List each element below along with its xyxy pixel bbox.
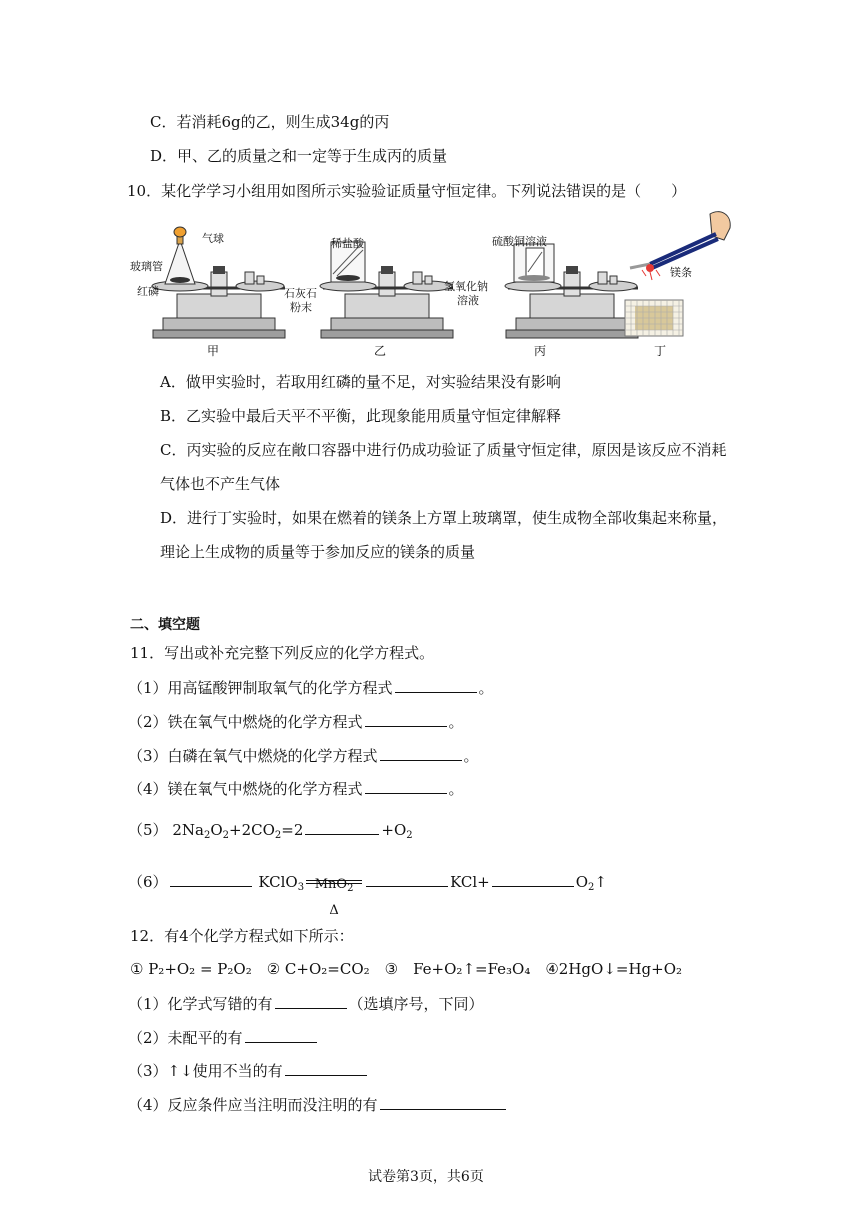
answer-blank[interactable]: [170, 870, 252, 887]
answer-blank[interactable]: [285, 1059, 367, 1076]
subscript: 2: [222, 830, 230, 841]
q9-option-d: D．甲、乙的质量之和一定等于生成丙的质量: [150, 147, 448, 165]
page-footer: 试卷第3页，共6页: [368, 1169, 484, 1185]
q12-part-4: [128, 1093, 508, 1115]
bing-naoh-label-2: 溶液: [457, 294, 479, 307]
q12-part-4-text: （4）反应条件应当注明而没注明的有: [128, 1096, 378, 1114]
jia-caption: 甲: [207, 344, 220, 358]
jia-red-phosphorus-label: 红磷: [137, 285, 159, 298]
jia-balloon-label: 气球: [202, 232, 224, 245]
answer-blank[interactable]: [245, 1026, 317, 1043]
q11-part-4-text: （4）镁在氧气中燃烧的化学方程式: [128, 780, 363, 798]
bing-cuso4-label: 硫酸铜溶液: [492, 235, 547, 248]
q10-option-d-line1: D．进行丁实验时，如果在燃着的镁条上方罩上玻璃罩，使生成物全部收集起来称量，: [160, 509, 728, 527]
subscript: 2: [203, 830, 211, 841]
subscript: 3: [297, 882, 305, 893]
yi-caption: 乙: [374, 344, 387, 358]
formula-text: O: [575, 873, 589, 891]
instruction-note: （选填序号，下同）: [348, 995, 484, 1013]
section-title: 二、填空题: [130, 617, 200, 633]
q12-part-2-text: （2）未配平的有: [128, 1029, 243, 1047]
answer-blank[interactable]: [366, 870, 448, 887]
q12-part-1-text: （1）化学式写错的有: [128, 995, 273, 1013]
q11-part-2-text: （2）铁在氧气中燃烧的化学方程式: [128, 713, 363, 731]
answer-blank[interactable]: [380, 1093, 506, 1110]
subscript: 2: [274, 830, 282, 841]
period: 。: [448, 713, 464, 731]
answer-blank[interactable]: [365, 710, 447, 727]
q12-stem: 12．有4个化学方程式如下所示：: [130, 927, 354, 945]
ding-magnesium-label: 镁条: [670, 266, 692, 279]
bing-caption: 丙: [534, 344, 547, 358]
q11-part-3: [128, 744, 479, 766]
formula-text: KCl+: [450, 873, 490, 891]
q12-part-1: [128, 992, 484, 1014]
period: 。: [448, 780, 464, 798]
bing-naoh-label-1: 氢氧化钠: [444, 280, 488, 293]
part-number: （5）: [128, 821, 168, 839]
formula-text: O: [210, 821, 223, 839]
period: 。: [463, 747, 479, 765]
q11-stem: 11．写出或补充完整下列反应的化学方程式。: [130, 644, 435, 662]
yi-limestone-label-2: 粉末: [290, 301, 312, 314]
formula-text: +O: [381, 821, 407, 839]
q10-stem: 10．某化学学习小组用如图所示实验验证质量守恒定律。下列说法错误的是（ ）: [127, 182, 687, 200]
q10-option-b: B．乙实验中最后天平不平衡，此现象能用质量守恒定律解释: [160, 407, 562, 425]
answer-blank[interactable]: [492, 870, 574, 887]
balance-yi-illustration: [293, 222, 463, 340]
q9-option-c: C．若消耗6g的乙，则生成34g的丙: [150, 113, 390, 131]
yi-limestone-label-1: 石灰石: [284, 287, 317, 300]
formula-text: 2Na: [172, 821, 204, 839]
q10-option-d-line2: 理论上生成物的质量等于参加反应的镁条的质量: [160, 543, 476, 561]
ding-caption: 丁: [654, 344, 667, 358]
period: 。: [478, 679, 494, 697]
q12-part-3-text: （3）↑↓使用不当的有: [128, 1062, 283, 1080]
answer-blank[interactable]: [365, 777, 447, 794]
jia-glass-tube-label: 玻璃管: [130, 260, 163, 273]
answer-blank[interactable]: [395, 676, 477, 693]
formula-text: +2CO: [229, 821, 275, 839]
q10-option-a: A．做甲实验时，若取用红磷的量不足，对实验结果没有影响: [160, 373, 561, 391]
q12-equations: ① P₂+O₂ = P₂O₂ ② C+O₂=CO₂ ③ Fe+O₂↑=Fe₃O₄ ④2HgO↓=Hg+O₂: [130, 960, 683, 978]
q12-part-3: [128, 1059, 369, 1081]
q11-part-6: [128, 858, 607, 918]
subscript: 2: [588, 882, 595, 893]
formula-text: =2: [281, 821, 304, 839]
gas-arrow: ↑: [594, 873, 607, 891]
q11-part-1-text: （1）用高锰酸钾制取氧气的化学方程式: [128, 679, 393, 697]
heat-symbol: Δ: [329, 903, 339, 918]
q10-option-c-line2: 气体也不产生气体: [160, 475, 281, 493]
q11-part-5: [128, 818, 413, 841]
q12-part-2: [128, 1026, 319, 1048]
q10-option-c-line1: C．丙实验的反应在敞口容器中进行仍成功验证了质量守恒定律，原因是该反应不消耗: [160, 441, 727, 459]
q11-part-4: [128, 777, 464, 799]
answer-blank[interactable]: [275, 992, 347, 1009]
yi-acid-label: 稀盐酸: [331, 237, 364, 250]
reaction-condition: [304, 861, 364, 918]
q11-part-3-text: （3）白磷在氧气中燃烧的化学方程式: [128, 747, 378, 765]
q11-part-2: [128, 710, 464, 732]
part-number: （6）: [128, 873, 168, 891]
subscript: 2: [406, 830, 413, 841]
q11-part-1: [128, 676, 494, 698]
answer-blank[interactable]: [380, 744, 462, 761]
catalyst-label: MnO$_2$: [314, 877, 354, 894]
formula-text: KClO: [258, 873, 298, 891]
answer-blank[interactable]: [305, 818, 379, 835]
